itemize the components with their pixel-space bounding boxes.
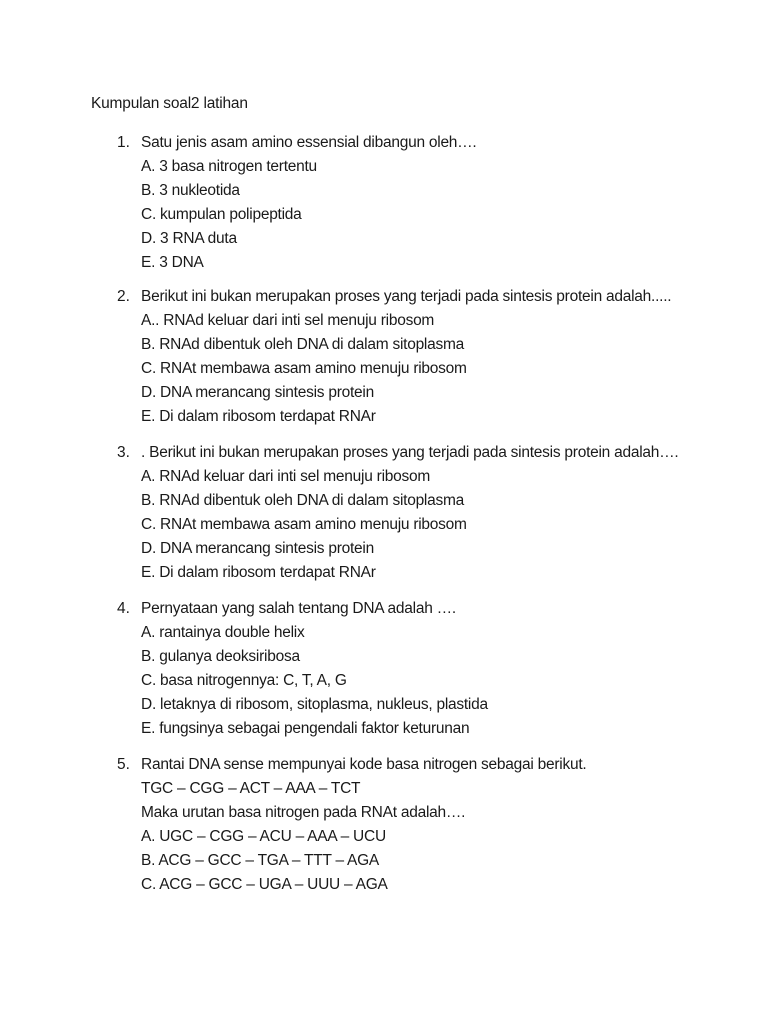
question-number: 4. <box>117 600 130 617</box>
question-body <box>141 753 741 897</box>
question-body <box>141 597 741 741</box>
answer-option-d: D. DNA merancang sintesis protein <box>141 540 374 557</box>
answer-option-a: A. RNAd keluar dari inti sel menuju ribosom <box>141 468 431 485</box>
answer-option-b: B. RNAd dibentuk oleh DNA di dalam sitoplasma <box>141 336 465 353</box>
answer-option-c: C. RNAt membawa asam amino menuju ribosom <box>141 360 467 377</box>
answer-option-b: B. RNAd dibentuk oleh DNA di dalam sitoplasma <box>141 492 465 509</box>
document-title: Kumpulan soal2 latihan <box>91 95 248 112</box>
question-text: Pernyataan yang salah tentang DNA adalah …. <box>141 600 456 617</box>
dna-sequence: TGC – CGG – ACT – AAA – TCT <box>141 780 361 797</box>
answer-option-b: B. 3 nukleotida <box>141 182 240 199</box>
question-body <box>141 285 741 429</box>
answer-option-a: A.. RNAd keluar dari inti sel menuju ribosom <box>141 312 435 329</box>
answer-option-b: B. gulanya deoksiribosa <box>141 648 300 665</box>
question-text: Berikut ini bukan merupakan proses yang terjadi pada sintesis protein adalah..... <box>141 288 672 305</box>
question-number: 3. <box>117 444 130 461</box>
answer-option-a: A. rantainya double helix <box>141 624 305 641</box>
question-body <box>141 131 741 275</box>
question-text: . Berikut ini bukan merupakan proses yang terjadi pada sintesis protein adalah…. <box>141 444 679 461</box>
answer-option-d: D. letaknya di ribosom, sitoplasma, nukleus, plastida <box>141 696 488 713</box>
question-number: 1. <box>117 134 130 151</box>
answer-option-c: C. ACG – GCC – UGA – UUU – AGA <box>141 876 388 893</box>
answer-option-e: E. Di dalam ribosom terdapat RNAr <box>141 564 376 581</box>
answer-option-c: C. basa nitrogennya: C, T, A, G <box>141 672 347 689</box>
question-number: 5. <box>117 756 130 773</box>
answer-option-c: C. kumpulan polipeptida <box>141 206 302 223</box>
answer-option-a: A. UGC – CGG – ACU – AAA – UCU <box>141 828 386 845</box>
question-text: Satu jenis asam amino essensial dibangun oleh…. <box>141 134 477 151</box>
answer-option-c: C. RNAt membawa asam amino menuju ribosom <box>141 516 467 533</box>
question-number: 2. <box>117 288 130 305</box>
question-prompt: Maka urutan basa nitrogen pada RNAt adalah…. <box>141 804 466 821</box>
answer-option-e: E. fungsinya sebagai pengendali faktor keturunan <box>141 720 470 737</box>
question-body <box>141 441 741 585</box>
answer-option-a: A. 3 basa nitrogen tertentu <box>141 158 317 175</box>
answer-option-e: E. 3 DNA <box>141 254 204 271</box>
answer-option-d: D. 3 RNA duta <box>141 230 237 247</box>
question-text: Rantai DNA sense mempunyai kode basa nitrogen sebagai berikut. <box>141 756 587 773</box>
answer-option-b: B. ACG – GCC – TGA – TTT – AGA <box>141 852 380 869</box>
answer-option-e: E. Di dalam ribosom terdapat RNAr <box>141 408 376 425</box>
answer-option-d: D. DNA merancang sintesis protein <box>141 384 374 401</box>
